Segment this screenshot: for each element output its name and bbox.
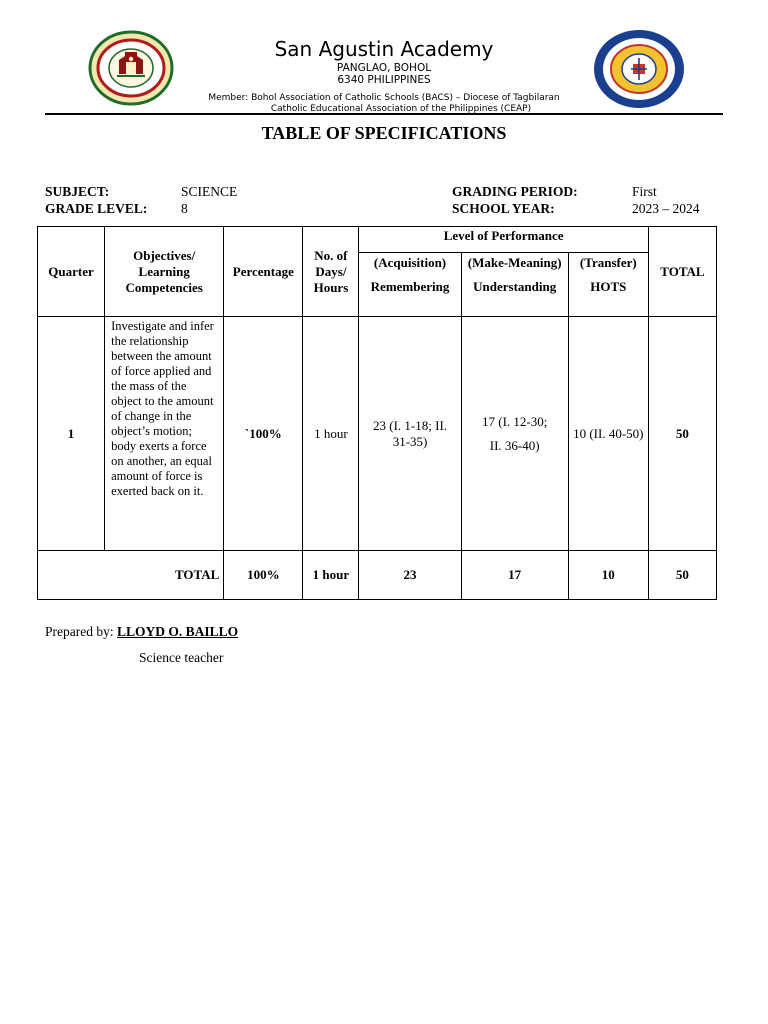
school-name: San Agustin Academy [274,37,494,61]
school-year-value: 2023 – 2024 [632,201,700,216]
hots-header: (Transfer) HOTS [568,253,648,317]
totals-remembering: 23 [359,551,461,600]
quarter-cell: 1 [38,317,105,551]
totals-days: 1 hour [303,551,359,600]
membership-info [150,93,618,115]
preparer-name: LLOYD O. BAILLO [116,624,239,639]
grading-period-label: GRADING PERIOD: [452,184,578,199]
remembering-header: (Acquisition) Remembering [359,253,461,317]
table-row [38,317,717,551]
prepared-by [45,624,238,640]
document-title: TABLE OF SPECIFICATIONS [261,123,507,143]
grade-level-value: 8 [181,201,188,216]
address-line-1: PANGLAO, BOHOL [336,62,432,74]
membership-line-1: Member: Bohol Association of Catholic Schools (BACS) – Diocese of Tagbilaran [208,93,560,103]
row-total-cell: 50 [648,317,716,551]
quarter-header: Quarter [38,227,105,317]
header-row [38,227,717,253]
totals-label: TOTAL [38,551,224,600]
total-header: TOTAL [648,227,716,317]
prepared-by-label: Prepared by: [45,624,117,639]
remembering-cell: 23 (I. 1-18; II. 31-35) [359,317,461,551]
specifications-table [37,226,717,600]
competency-cell: Investigate and infer the relationship between the amount of force applied and the mass of the object to the amount of change in the object’s motion; body exerts a force on another, an equal amount of force is exerted back on it. [105,317,224,551]
address-line-2: 6340 PHILIPPINES [337,74,431,86]
letterhead [150,36,618,115]
understanding-cell: 17 (I. 12-30; II. 36-40) [461,317,568,551]
level-of-performance-header: Level of Performance [359,227,648,253]
totals-grand-total: 50 [648,551,716,600]
hots-cell: 10 (II. 40-50) [568,317,648,551]
days-cell: 1 hour [303,317,359,551]
objectives-header: Objectives/ Learning Competencies [105,227,224,317]
understanding-header: (Make-Meaning) Understanding [461,253,568,317]
membership-line-2: Catholic Educational Association of the Philippines (CEAP) [270,104,532,114]
school-year-label: SCHOOL YEAR: [452,201,555,216]
totals-row [38,551,717,600]
percentage-cell: `100% [224,317,303,551]
totals-percentage: 100% [224,551,303,600]
percentage-header: Percentage [224,227,303,317]
grade-level-label: GRADE LEVEL: [45,201,148,216]
totals-hots: 10 [568,551,648,600]
totals-understanding: 17 [461,551,568,600]
subject-value: SCIENCE [181,184,238,199]
header-divider [45,113,723,115]
preparer-role: Science teacher [139,650,224,665]
grading-period-value: First [632,184,657,199]
subject-label: SUBJECT: [45,184,110,199]
days-hours-header: No. of Days/ Hours [303,227,359,317]
